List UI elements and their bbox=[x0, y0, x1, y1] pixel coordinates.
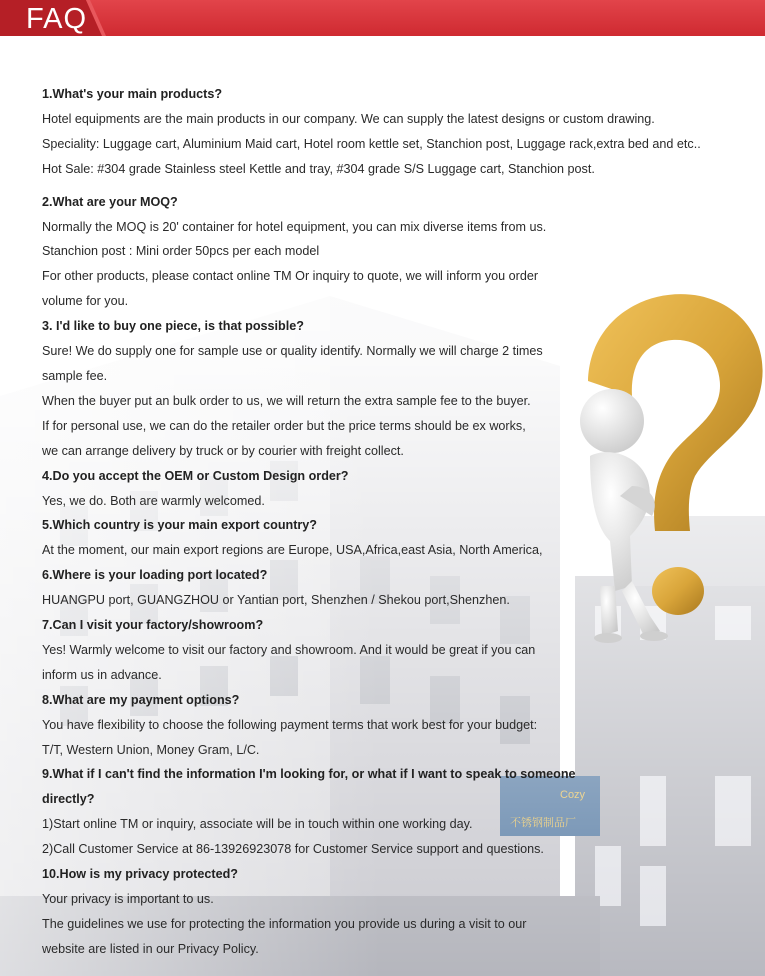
faq-item-4 bbox=[42, 464, 742, 514]
faq-answer-line: Hotel equipments are the main products in our company. We can supply the latest designs or custom drawing. bbox=[42, 111, 655, 126]
faq-item-2 bbox=[42, 190, 742, 315]
faq-answer-line: Normally the MOQ is 20' container for hotel equipment, you can mix diverse items from us. bbox=[42, 219, 547, 234]
faq-answer-line: Sure! We do supply one for sample use or quality identify. Normally we will charge 2 times bbox=[42, 344, 543, 359]
faq-answer-line: At the moment, our main export regions are Europe, USA,Africa,east Asia, North America, bbox=[42, 543, 543, 558]
faq-answer-line: Yes! Warmly welcome to visit our factory and showroom. And it would be great if you can bbox=[42, 642, 536, 657]
faq-item-7 bbox=[42, 613, 742, 688]
faq-answer-line: For other products, please contact online TM Or inquiry to quote, we will inform you order bbox=[42, 269, 539, 284]
faq-header-banner bbox=[0, 0, 765, 36]
faq-answer-line: If for personal use, we can do the retailer order but the price terms should be ex works, bbox=[42, 418, 526, 433]
page-title: FAQ bbox=[26, 3, 88, 35]
faq-question: 6.Where is your loading port located? bbox=[42, 568, 268, 583]
faq-content bbox=[42, 82, 742, 962]
faq-answer-line: Stanchion post : Mini order 50pcs per each model bbox=[42, 244, 320, 259]
faq-question: 7.Can I visit your factory/showroom? bbox=[42, 618, 264, 633]
faq-answer-line: The guidelines we use for protecting the information you provide us during a visit to our bbox=[42, 916, 527, 931]
faq-answer-line: sample fee. bbox=[42, 368, 108, 383]
faq-answer-line: Your privacy is important to us. bbox=[42, 892, 214, 906]
faq-answer-line: HUANGPU port, GUANGZHOU or Yantian port, Shenzhen / Shekou port,Shenzhen. bbox=[42, 593, 510, 608]
faq-answer-line: 2)Call Customer Service at 86-13926923078 for Customer Service support and questions. bbox=[42, 842, 544, 857]
faq-answer-line: volume for you. bbox=[42, 294, 129, 309]
faq-item-3 bbox=[42, 314, 742, 463]
faq-answer-line: Hot Sale: #304 grade Stainless steel Kettle and tray, #304 grade S/S Luggage cart, Stanchion post. bbox=[42, 161, 595, 176]
faq-answer-line: When the buyer put an bulk order to us, we will return the extra sample fee to the buyer. bbox=[42, 393, 531, 408]
faq-item-8 bbox=[42, 688, 742, 763]
faq-question: 3. I'd like to buy one piece, is that possible? bbox=[42, 319, 304, 334]
faq-question: 1.What's your main products? bbox=[42, 87, 223, 101]
faq-question: 2.What are your MOQ? bbox=[42, 194, 178, 209]
faq-question: 8.What are my payment options? bbox=[42, 692, 240, 707]
faq-answer-line: we can arrange delivery by truck or by courier with freight collect. bbox=[42, 443, 404, 458]
faq-answer-line: Speciality: Luggage cart, Aluminium Maid cart, Hotel room kettle set, Stanchion post, Luggage rack,extra bed and etc.. bbox=[42, 136, 701, 151]
faq-question: 4.Do you accept the OEM or Custom Design order? bbox=[42, 468, 349, 483]
faq-answer-line: Yes, we do. Both are warmly welcomed. bbox=[42, 493, 265, 508]
faq-question: 9.What if I can't find the information I'm looking for, or what if I want to speak to someone directly? bbox=[42, 767, 576, 807]
faq-question: 5.Which country is your main export country? bbox=[42, 518, 318, 533]
faq-answer-line: T/T, Western Union, Money Gram, L/C. bbox=[42, 742, 260, 757]
faq-answer-line: 1)Start online TM or inquiry, associate will be in touch within one working day. bbox=[42, 817, 473, 832]
faq-item-10 bbox=[42, 862, 742, 962]
faq-answer-line: You have flexibility to choose the following payment terms that work best for your budget: bbox=[42, 717, 538, 732]
faq-item-6 bbox=[42, 563, 742, 613]
faq-item-9 bbox=[42, 762, 742, 862]
faq-answer-line: inform us in advance. bbox=[42, 667, 162, 682]
faq-item-5 bbox=[42, 513, 742, 563]
faq-answer-line: website are listed in our Privacy Policy. bbox=[42, 941, 259, 956]
faq-question: 10.How is my privacy protected? bbox=[42, 867, 238, 882]
faq-item-1 bbox=[42, 82, 742, 182]
